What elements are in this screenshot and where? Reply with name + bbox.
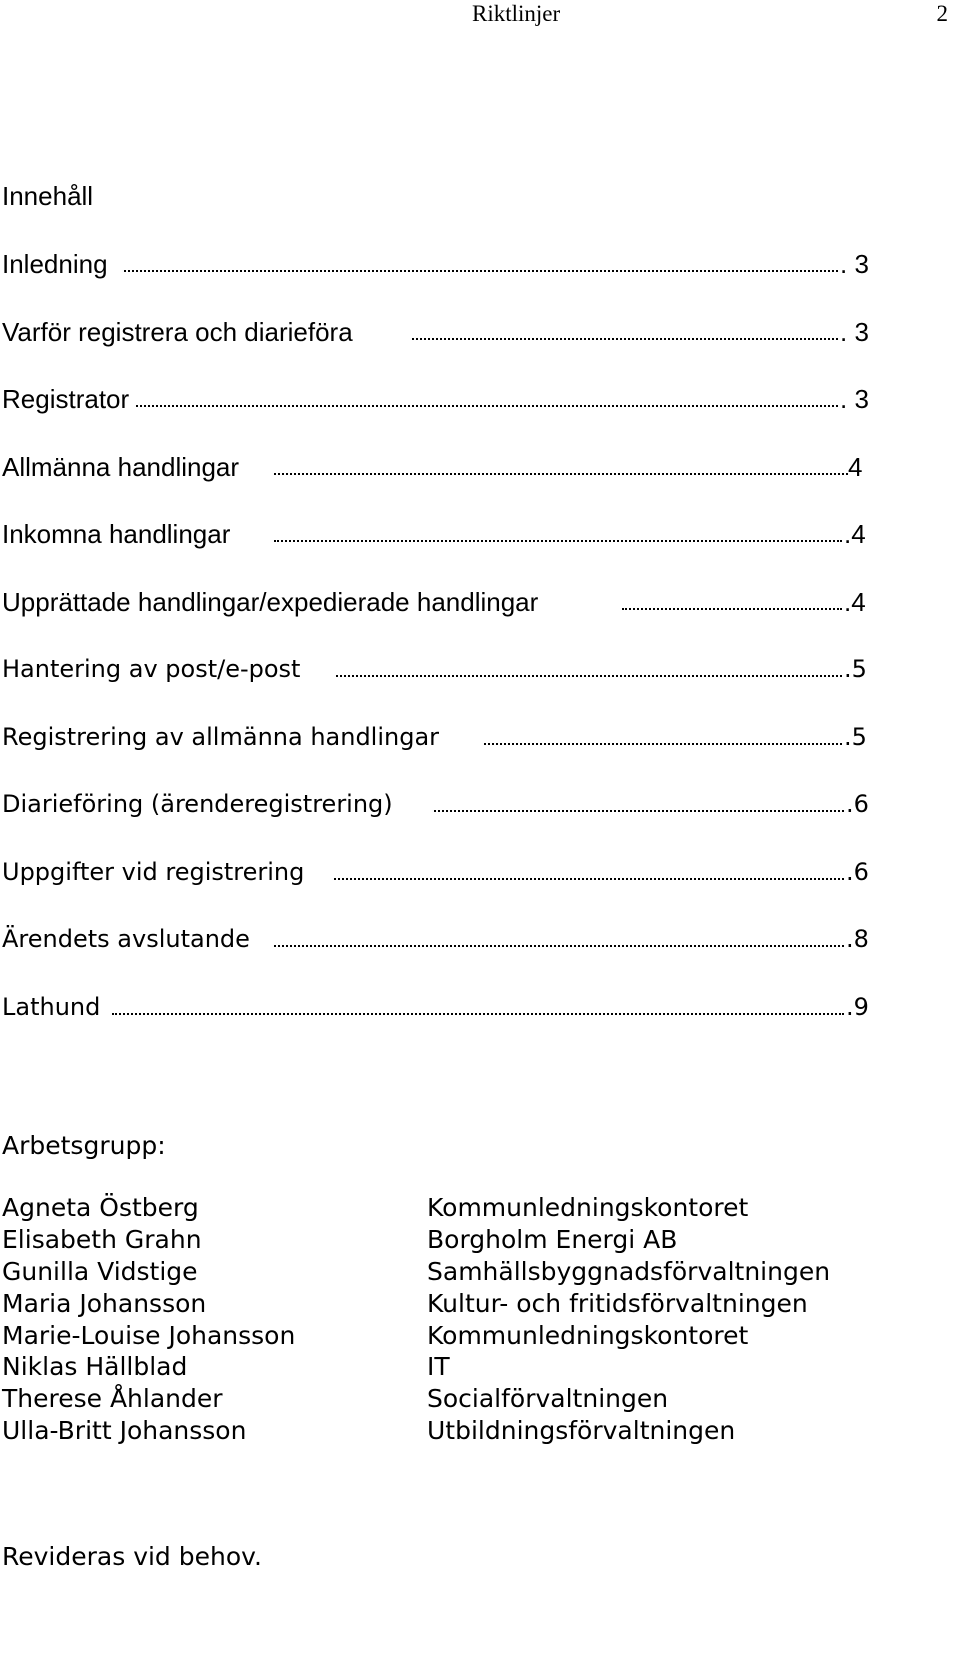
toc-entry	[2, 586, 922, 654]
member-department: Kommunledningskontoret	[427, 1193, 749, 1222]
toc-entry-leader	[274, 945, 844, 947]
toc-entry-label: Ärendets avslutande	[2, 925, 250, 953]
toc-entry-label: Upprättade handlingar/expedierade handlingar	[2, 586, 539, 617]
member-name: Gunilla Vidstige	[2, 1256, 198, 1286]
toc-entry	[2, 451, 922, 519]
toc-entry	[2, 383, 922, 451]
table-of-contents	[2, 248, 922, 1058]
toc-entry	[2, 788, 922, 856]
member-department: Kommunledningskontoret	[427, 1320, 749, 1350]
member-name: Therese Åhlander	[2, 1384, 223, 1414]
member-row	[2, 1383, 902, 1415]
toc-entry	[2, 316, 922, 384]
toc-entry	[2, 991, 922, 1059]
toc-entry-page: .6	[846, 857, 869, 886]
toc-entry-label: Diarieföring (ärenderegistrering)	[2, 790, 393, 818]
toc-entry-leader	[334, 878, 844, 880]
toc-entry-page: .9	[846, 992, 869, 1021]
member-name: Agneta Östberg	[2, 1193, 199, 1222]
member-department: Samhällsbyggnadsförvaltningen	[427, 1256, 831, 1286]
toc-entry-page: . 3	[840, 384, 869, 414]
toc-entry	[2, 248, 922, 316]
member-department: Utbildningsförvaltningen	[427, 1416, 736, 1446]
toc-entry-page: .5	[844, 655, 867, 683]
member-row	[2, 1256, 902, 1288]
member-name: Ulla-Britt Johansson	[2, 1416, 247, 1446]
member-row	[2, 1415, 902, 1447]
toc-entry-leader	[112, 1013, 844, 1015]
toc-entry	[2, 518, 922, 586]
toc-entry-page: . 3	[840, 316, 869, 347]
toc-entry-leader	[274, 473, 848, 475]
workgroup-members	[2, 1192, 902, 1447]
member-department: Borgholm Energi AB	[427, 1224, 678, 1254]
toc-entry-leader	[124, 270, 838, 272]
toc-entry-label: Lathund	[2, 992, 101, 1021]
toc-entry-page: .4	[844, 519, 866, 549]
toc-entry-label: Registrering av allmänna handlingar	[2, 722, 440, 751]
toc-entry-page: .4	[844, 586, 866, 617]
member-row	[2, 1288, 902, 1320]
toc-entry-label: Registrator	[2, 384, 130, 414]
workgroup-heading: Arbetsgrupp:	[2, 1131, 166, 1160]
member-row	[2, 1224, 902, 1256]
member-department: Kultur- och fritidsförvaltningen	[427, 1288, 808, 1318]
toc-entry	[2, 923, 922, 991]
toc-entry-page: .5	[844, 722, 867, 751]
toc-heading: Innehåll	[2, 181, 94, 211]
toc-entry-leader	[434, 810, 844, 812]
document-header-title: Riktlinjer	[472, 1, 561, 26]
toc-entry-page: 4	[848, 451, 863, 482]
toc-entry-leader	[136, 405, 838, 407]
toc-entry-page: . 3	[840, 249, 869, 279]
toc-entry-leader	[412, 338, 838, 340]
toc-entry-label: Inledning	[2, 249, 108, 279]
toc-entry-leader	[622, 608, 842, 610]
member-name: Maria Johansson	[2, 1288, 207, 1318]
toc-entry-label: Hantering av post/e-post	[2, 655, 301, 683]
member-name: Marie-Louise Johansson	[2, 1320, 296, 1350]
revision-note: Revideras vid behov.	[2, 1542, 262, 1571]
toc-entry-label: Varför registrera och diarieföra	[2, 316, 353, 347]
toc-entry-page: .8	[846, 925, 869, 953]
toc-entry-label: Allmänna handlingar	[2, 451, 240, 482]
member-name: Elisabeth Grahn	[2, 1224, 202, 1254]
toc-entry-leader	[484, 743, 842, 745]
toc-entry	[2, 653, 922, 721]
member-row	[2, 1320, 902, 1352]
member-department: Socialförvaltningen	[427, 1384, 669, 1414]
toc-entry-page: .6	[846, 790, 869, 818]
member-row	[2, 1192, 902, 1224]
page-number: 2	[936, 1, 948, 26]
toc-entry-label: Uppgifter vid registrering	[2, 857, 305, 886]
member-name: Niklas Hällblad	[2, 1352, 188, 1382]
member-row	[2, 1351, 902, 1383]
member-department: IT	[427, 1352, 450, 1382]
toc-entry-leader	[336, 675, 842, 677]
toc-entry	[2, 856, 922, 924]
toc-entry	[2, 721, 922, 789]
toc-entry-leader	[274, 540, 842, 542]
toc-entry-label: Inkomna handlingar	[2, 519, 231, 549]
